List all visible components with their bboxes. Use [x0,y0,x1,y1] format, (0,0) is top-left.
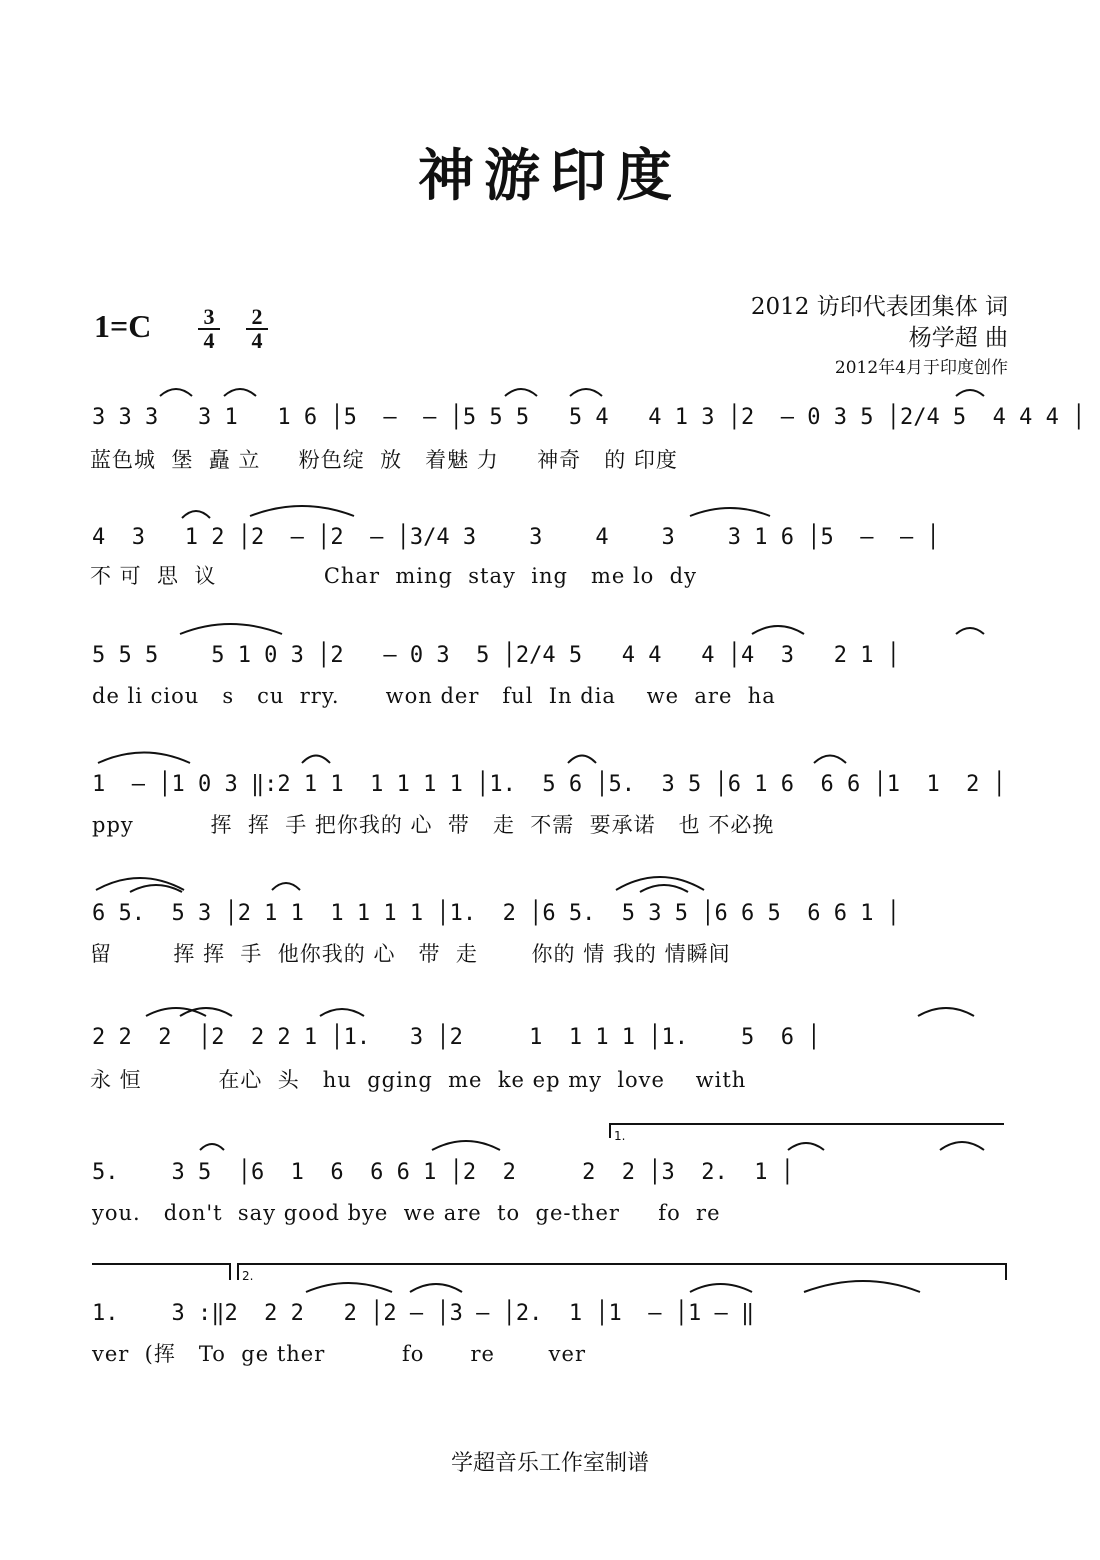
lyricist-credit: 2012 访印代表团集体 词 [750,294,1008,320]
time-signature-2-4: 2 4 [246,306,268,352]
volta-label-2: 2. [242,1269,254,1283]
slur [814,756,846,764]
notation-line: 1 – │1 0 3 ‖:2 1 1 1 1 1 1 │1. 5 6 │5. 3 5 │6 1 6 6 6 │1 1 2 │ [92,772,1006,797]
slur [505,389,537,396]
slur [160,389,192,396]
slur [918,1008,974,1016]
notation-line: 3 3 3 3 1 1 6 │5 – – │5 5 5 5 4 4 1 3 │2 – 0 3 5 │2/4 5 4 4 4 │ [92,405,1086,430]
creation-note: 2012年4月于印度创作 [834,358,1008,378]
volta-label-1: 1. [614,1129,626,1143]
notation-line: 5 5 5 5 1 0 3 │2 – 0 3 5 │2/4 5 4 4 4 │4 3 2 1 │ [92,643,900,668]
slur [690,1284,752,1292]
lyrics-line: 蓝色城 堡 矗 立 粉色绽 放 着魅 力 神奇 的 印度 [90,448,678,472]
notation-line: 2 2 2 │2 2 2 1 │1. 3 │2 1 1 1 1 │1. 5 6 │ [92,1025,821,1050]
slur [690,508,770,516]
slur [956,390,984,396]
slur [410,1284,462,1292]
slur [752,626,804,634]
footer-credit: 学超音乐工作室制谱 [450,1451,649,1476]
slur [568,756,596,764]
slur [804,1281,920,1292]
notation-line: 6 5. 5 3 │2 1 1 1 1 1 1 │1. 2 │6 5. 5 3 5 │6 6 5 6 6 1 │ [92,901,900,926]
lyrics-line: 不 可 思 议 Char ming stay ing me lo dy [90,564,697,588]
slur [320,1009,364,1016]
time-signature-3-4: 3 4 [198,306,220,352]
lyrics-line: ppy 挥 挥 手 把你我的 心 带 走 不需 要承诺 也 不必挽 [92,813,775,837]
slur [788,1143,824,1150]
slur [224,389,256,396]
slur [250,506,354,516]
slur [182,511,210,518]
slur [98,753,190,764]
lyrics-line: you. don't say good bye we are to ge-ther fo re [92,1201,721,1225]
slur [180,624,282,634]
composer-credit: 杨学超 曲 [908,325,1008,351]
lyrics-line: de li ciou s cu rry. won der ful In dia we are ha [92,684,776,708]
notation-line: 5. 3 5 │6 1 6 6 6 1 │2 2 2 2 │3 2. 1 │ [92,1160,794,1185]
slur [306,1283,392,1292]
slur [570,389,602,396]
volta-bracket-1 [610,1124,1004,1138]
lyrics-line: 留 挥 挥 手 他你我的 心 带 走 你的 情 我的 情瞬间 [90,942,731,966]
notation-line: 1. 3 :‖2 2 2 2 │2 – │3 – │2. 1 │1 – │1 – ‖ [92,1301,755,1326]
volta-bracket-2 [238,1264,1006,1280]
slur [956,628,984,634]
slur [200,1144,224,1150]
slur [940,1142,984,1150]
key-signature: 1=C [94,308,152,344]
slur [272,883,300,890]
lyrics-line: 永 恒 在心 头 hu gging me ke ep my love with [90,1068,747,1092]
notation-line: 4 3 1 2 │2 – │2 – │3/4 3 3 4 3 3 1 6 │5 – – │ [92,525,940,550]
slur [432,1141,500,1150]
slur [302,756,330,764]
slur [640,885,688,892]
slur [616,877,704,890]
lyrics-line: ver (挥 To ge ther fo re ver [92,1342,586,1366]
song-title: 神游印度 [418,143,682,209]
volta-bracket-left-line [92,1264,230,1280]
